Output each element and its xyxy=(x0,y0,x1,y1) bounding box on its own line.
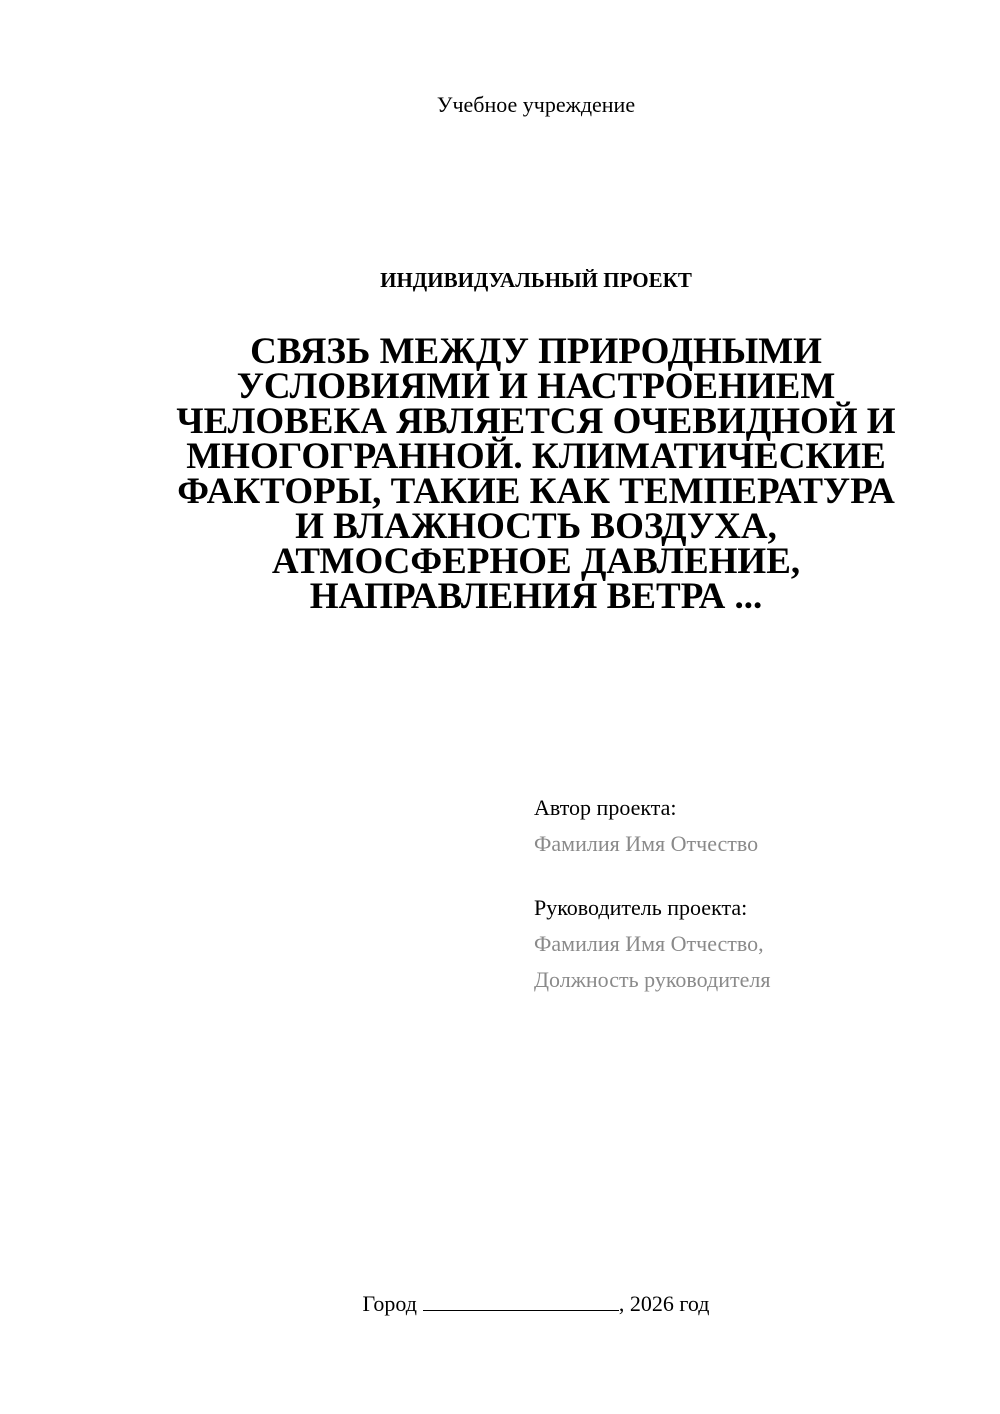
institution-name: Учебное учреждение xyxy=(436,92,636,117)
supervisor-name: Фамилия Имя Отчество, xyxy=(534,931,764,956)
author-label: Автор проекта: xyxy=(534,795,677,820)
author-name: Фамилия Имя Отчество xyxy=(534,831,759,856)
title-line: УСЛОВИЯМИ И НАСТРОЕНИЕМ xyxy=(236,366,836,407)
city-year-line xyxy=(0,1290,1000,1317)
title-line: ЧЕЛОВЕКА ЯВЛЯЕТСЯ ОЧЕВИДНОЙ И xyxy=(176,401,896,442)
spacer xyxy=(534,862,954,890)
supervisor-position: Должность руководителя xyxy=(534,967,771,992)
project-people-block xyxy=(534,790,954,998)
title-line: АТМОСФЕРНОЕ ДАВЛЕНИЕ, xyxy=(271,541,801,582)
project-title xyxy=(150,331,922,617)
title-line: ФАКТОРЫ, ТАКИЕ КАК ТЕМПЕРАТУРА xyxy=(177,471,895,512)
project-type-heading: ИНДИВИДУАЛЬНЫЙ ПРОЕКТ xyxy=(380,268,692,292)
title-line: НАПРАВЛЕНИЯ ВЕТРА ... xyxy=(309,576,763,617)
title-line: СВЯЗЬ МЕЖДУ ПРИРОДНЫМИ xyxy=(250,331,822,372)
title-line: И ВЛАЖНОСТЬ ВОЗДУХА, xyxy=(295,506,777,547)
title-line: МНОГОГРАННОЙ. КЛИМАТИЧЕСКИЕ xyxy=(186,436,886,477)
year-text: , 2026 год xyxy=(618,1291,710,1316)
city-blank-line xyxy=(423,1290,619,1311)
supervisor-label: Руководитель проекта: xyxy=(534,895,748,920)
city-label: Город xyxy=(362,1291,417,1316)
